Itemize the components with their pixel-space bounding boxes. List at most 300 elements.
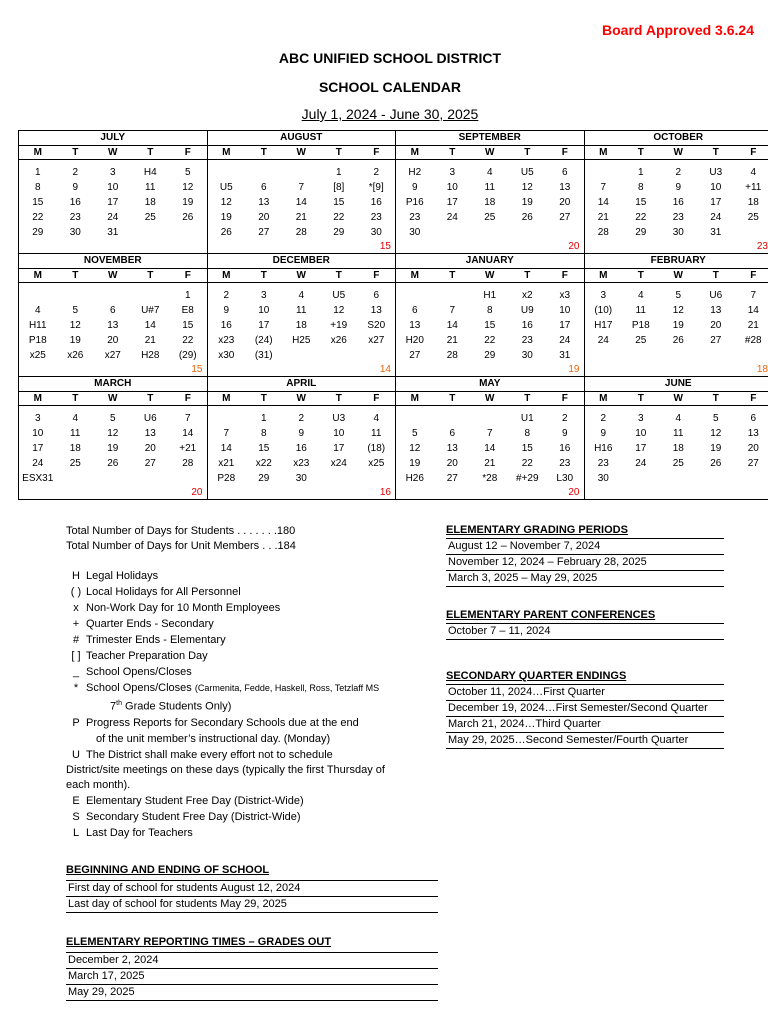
day-cell: 23 [69,212,81,223]
day-cell: U3 [332,413,346,424]
day-cell: H2 [408,167,422,178]
list-item: December 2, 2024 [66,953,438,969]
day-cell [434,411,472,426]
day-cell: *[9] [368,182,384,193]
conferences-heading: ELEMENTARY PARENT CONFERENCES [446,609,656,621]
month-day-count: 15 [379,241,391,252]
day-cell: 26 [107,458,119,469]
day-cell: 28 [446,350,458,361]
weekday-header [19,392,207,406]
day-cell: 2 [561,413,568,424]
weekday-label: W [296,147,306,158]
month-name: JUNE [585,377,768,392]
day-cell: 10 [559,305,571,316]
day-cell [735,225,768,240]
list-item: March 3, 2025 – May 29, 2025 [446,571,724,587]
day-cell [660,348,698,363]
day-cell: 22 [32,212,44,223]
legend [66,568,438,680]
day-cell: 15 [258,443,270,454]
quarters-heading: SECONDARY QUARTER ENDINGS [446,670,627,682]
day-cell: 7 [486,428,493,439]
weekday-label: F [373,147,380,158]
day-cell: 5 [712,413,719,424]
legend-symbol: P [72,716,80,729]
legend-tail [66,793,438,841]
weekday-label: M [222,147,231,158]
day-cell [245,165,283,180]
day-cell: 5 [72,305,79,316]
day-cell [471,225,509,240]
month-cell [396,254,585,377]
day-cell: U1 [520,413,534,424]
weekday-label: M [410,393,419,404]
day-cell: +11 [745,182,762,193]
day-cell: 19 [69,335,81,346]
day-cell: +19 [330,320,348,331]
day-cell: 27 [710,335,722,346]
day-cell: 17 [258,320,270,331]
day-cell: 22 [333,212,345,223]
legend-text: Progress Reports for Secondary Schools due at the end [86,716,359,729]
total-unit-member-days: Total Number of Days for Unit Members . . .184 [66,540,296,552]
day-cell: 4 [298,290,305,301]
day-cell [169,471,207,486]
day-cell: 14 [220,443,232,454]
day-cell: 30 [597,473,609,484]
day-cell: 25 [484,212,496,223]
day-cell: 24 [710,212,722,223]
weekday-header [585,146,768,160]
grade-number: 7 [110,700,117,713]
weekday-label: T [449,393,456,404]
day-cell: 13 [144,428,156,439]
day-cell: H11 [28,320,47,331]
day-grid [396,288,584,363]
day-cell: 16 [220,320,232,331]
month-name: DECEMBER [208,254,396,269]
day-cell: 18 [747,197,759,208]
day-cell: 9 [600,428,607,439]
legend-text: Teacher Preparation Day [86,650,208,662]
legend-item-u [66,747,438,763]
board-approved-note: Board Approved 3.6.24 [602,22,754,38]
day-cell: H16 [594,443,613,454]
day-cell: x3 [559,290,571,301]
day-cell: 26 [220,227,232,238]
legend-u-line3: each month). [66,778,131,791]
month-day-count [585,486,768,499]
day-cell: 28 [295,227,307,238]
day-cell: 19 [521,197,533,208]
legend-item [66,632,438,648]
month-name: OCTOBER [585,131,768,146]
month-name: SEPTEMBER [396,131,584,146]
day-cell: H28 [141,350,160,361]
day-cell [169,225,207,240]
list-item: Last day of school for students May 29, 2025 [66,897,438,913]
day-cell: 12 [220,197,232,208]
weekday-header [396,269,584,283]
calendar-row [19,131,768,254]
weekday-label: M [33,270,42,281]
day-cell: 21 [446,335,458,346]
legend-item [66,600,438,616]
day-cell: P18 [631,320,650,331]
weekday-label: T [72,270,79,281]
day-cell [320,348,358,363]
calendar-title: SCHOOL CALENDAR [318,79,462,95]
day-cell [434,288,472,303]
month-cell [396,377,585,500]
day-cell: 27 [559,212,571,223]
day-cell: 30 [672,227,684,238]
day-cell: E8 [181,305,194,316]
day-cell: 2 [675,167,682,178]
weekday-label: F [184,147,191,158]
day-cell: 18 [69,443,81,454]
day-cell: 6 [750,413,757,424]
day-cell: (10) [594,305,613,316]
day-cell: #28 [744,335,762,346]
weekday-header [208,146,396,160]
weekday-label: T [637,147,644,158]
day-cell: 19 [409,458,421,469]
month-cell [19,254,208,377]
day-cell: 6 [411,305,418,316]
list-item: March 21, 2024…Third Quarter [446,717,724,733]
day-cell: 11 [70,428,81,439]
day-cell: 5 [109,413,116,424]
legend-item-star [66,680,438,696]
day-cell: 28 [597,227,609,238]
day-cell: 2 [373,167,380,178]
legend-item [66,648,438,664]
day-cell: 6 [109,305,116,316]
month-name: MAY [396,377,584,392]
weekday-label: F [561,147,568,158]
day-cell: 8 [637,182,644,193]
weekday-label: F [561,270,568,281]
weekday-label: T [147,270,154,281]
grading-list [446,538,724,587]
weekday-label: T [524,393,531,404]
day-cell [735,348,768,363]
month-day-count: 20 [568,241,580,252]
legend-text: Last Day for Teachers [86,826,193,839]
day-cell: 16 [521,320,533,331]
day-cell: 18 [672,443,684,454]
weekday-label: M [410,270,419,281]
day-cell: 7 [750,290,757,301]
day-cell: (29) [178,350,197,361]
day-cell: 3 [34,413,41,424]
month-day-count: 20 [191,487,203,498]
day-cell: U6 [143,413,157,424]
day-cell: 3 [109,167,116,178]
day-cell: 6 [373,290,380,301]
day-cell [94,471,132,486]
day-cell: 14 [597,197,609,208]
weekday-label: T [147,147,154,158]
day-cell: 1 [184,290,191,301]
day-cell: 23 [559,458,571,469]
day-cell: 10 [107,182,119,193]
weekday-header [19,146,207,160]
day-cell: 4 [486,167,493,178]
day-cell: 5 [675,290,682,301]
day-cell: 30 [69,227,81,238]
weekday-label: W [296,270,306,281]
legend-symbol: ( ) [70,586,82,598]
day-cell: 10 [258,305,270,316]
day-cell: 16 [559,443,571,454]
day-cell: 8 [260,428,267,439]
month-name: NOVEMBER [19,254,207,269]
day-grid [396,411,584,486]
day-cell [320,471,358,486]
weekday-label: F [750,147,757,158]
day-cell: 10 [446,182,458,193]
day-cell: 26 [672,335,684,346]
weekday-label: T [335,393,342,404]
day-cell: 25 [69,458,81,469]
calendar-date-range: July 1, 2024 - June 30, 2025 [301,106,479,122]
day-cell [283,165,321,180]
day-cell: 13 [258,197,270,208]
legend-item [66,584,438,600]
month-day-count: 23 [756,241,768,252]
day-grid [585,288,768,363]
day-grid [19,411,207,486]
weekday-label: T [72,147,79,158]
day-cell: 31 [559,350,571,361]
weekday-label: F [750,270,757,281]
day-cell [735,471,768,486]
day-cell: 1 [335,167,342,178]
day-cell: 22 [635,212,647,223]
day-cell: 1 [637,167,644,178]
month-name: MARCH [19,377,207,392]
day-cell: 24 [107,212,119,223]
day-cell: 30 [295,473,307,484]
legend-text: Quarter Ends - Secondary [86,618,214,630]
legend-text: Legal Holidays [86,570,159,582]
day-cell: +21 [179,443,197,454]
day-cell: 9 [411,182,418,193]
day-cell: H1 [483,290,497,301]
weekday-label: F [373,393,380,404]
weekday-label: T [524,270,531,281]
day-cell: 7 [600,182,607,193]
legend-note: (Carmenita, Fedde, Haskell, Ross, Tetzlaff MS [194,683,380,693]
day-grid [19,288,207,363]
month-cell [207,377,396,500]
weekday-header [396,146,584,160]
legend-symbol: E [72,794,80,807]
day-cell: 12 [521,182,533,193]
day-cell: x26 [330,335,347,346]
day-cell: U5 [219,182,233,193]
legend-item [66,809,438,825]
day-cell: (24) [254,335,273,346]
legend-symbol: U [72,748,80,761]
day-cell: 30 [521,350,533,361]
day-cell: 23 [370,212,382,223]
legend-star-continued [66,696,438,715]
day-cell: U5 [332,290,346,301]
day-cell: 12 [409,443,421,454]
day-cell: 21 [484,458,496,469]
weekday-label: M [222,393,231,404]
day-cell: 17 [635,443,647,454]
day-cell: 9 [223,305,230,316]
day-cell [434,225,472,240]
legend-text: School Opens/Closes [86,682,192,694]
legend-symbol: # [72,634,80,646]
weekday-label: W [673,393,683,404]
day-cell: U6 [709,290,723,301]
day-cell [697,348,735,363]
day-cell: S20 [367,320,386,331]
day-cell [57,288,95,303]
list-item: August 12 – November 7, 2024 [446,539,724,555]
day-cell: 12 [672,305,684,316]
day-cell: P28 [217,473,236,484]
day-cell: 24 [559,335,571,346]
weekday-label: W [108,270,118,281]
day-cell: 31 [710,227,722,238]
day-cell: 11 [635,305,646,316]
day-cell: 25 [672,458,684,469]
month-cell [396,131,585,254]
day-cell [283,348,321,363]
list-item: November 12, 2024 – February 28, 2025 [446,555,724,571]
weekday-label: F [184,270,191,281]
day-cell [622,348,660,363]
day-cell: 19 [710,443,722,454]
day-cell: 21 [144,335,156,346]
day-cell [622,471,660,486]
day-cell: 5 [411,428,418,439]
list-item: May 29, 2025 [66,985,438,1001]
legend-symbol: L [72,826,80,839]
day-cell: 25 [635,335,647,346]
day-cell: 9 [561,428,568,439]
day-cell: 13 [710,305,722,316]
day-cell: 26 [182,212,194,223]
day-cell: 11 [484,182,495,193]
quarters-list [446,684,724,749]
day-grid [396,165,584,240]
legend-item [66,616,438,632]
weekday-label: T [260,270,267,281]
legend-item [66,568,438,584]
day-cell: 6 [561,167,568,178]
day-cell: 17 [710,197,722,208]
weekday-label: T [524,147,531,158]
weekday-label: W [108,147,118,158]
day-grid [19,165,207,240]
day-cell: 3 [449,167,456,178]
day-cell: 29 [258,473,270,484]
legend-symbol: + [72,618,80,630]
day-cell: 3 [637,413,644,424]
day-cell: 4 [373,413,380,424]
day-cell: (31) [254,350,273,361]
month-cell [584,254,768,377]
day-cell: 19 [220,212,232,223]
day-cell: 25 [144,212,156,223]
weekday-label: T [712,393,719,404]
day-cell: 19 [182,197,194,208]
month-name: FEBRUARY [585,254,768,269]
day-cell: 15 [484,320,496,331]
day-cell [208,411,246,426]
day-cell: 26 [710,458,722,469]
day-cell: 23 [597,458,609,469]
day-cell: 13 [559,182,571,193]
month-name: AUGUST [208,131,396,146]
day-cell: (18) [367,443,386,454]
day-cell: 2 [72,167,79,178]
legend-item-p [66,715,438,731]
legend-text: Local Holidays for All Personnel [86,586,241,598]
day-cell [208,165,246,180]
weekday-label: F [373,270,380,281]
weekday-label: T [637,393,644,404]
weekday-label: T [449,270,456,281]
day-cell: 7 [223,428,230,439]
month-day-count [19,240,207,253]
day-cell: 11 [673,428,684,439]
day-cell: 30 [409,227,421,238]
month-cell [207,254,396,377]
day-cell: 24 [32,458,44,469]
day-cell: 11 [145,182,156,193]
day-cell: 1 [34,167,41,178]
day-cell: 12 [182,182,194,193]
legend-symbol: H [72,570,80,582]
day-cell: 18 [144,197,156,208]
weekday-label: W [673,147,683,158]
month-cell [19,377,208,500]
day-cell: 16 [672,197,684,208]
day-cell [697,471,735,486]
day-cell: x30 [218,350,235,361]
day-cell: x27 [104,350,121,361]
day-cell: 17 [32,443,44,454]
day-cell: 23 [521,335,533,346]
day-cell: 25 [747,212,759,223]
weekday-label: T [335,147,342,158]
day-cell: U9 [520,305,534,316]
day-cell: x24 [330,458,347,469]
conferences-list [446,623,724,640]
day-cell: 24 [597,335,609,346]
day-cell: 7 [184,413,191,424]
begin-end-list [66,880,438,913]
day-cell: x2 [521,290,533,301]
day-cell: [8] [333,182,345,193]
day-cell: H26 [405,473,424,484]
month-day-count: 15 [191,364,203,375]
day-cell: 15 [182,320,194,331]
day-cell: 23 [672,212,684,223]
weekday-label: T [712,270,719,281]
day-cell: 8 [486,305,493,316]
day-cell: 19 [107,443,119,454]
